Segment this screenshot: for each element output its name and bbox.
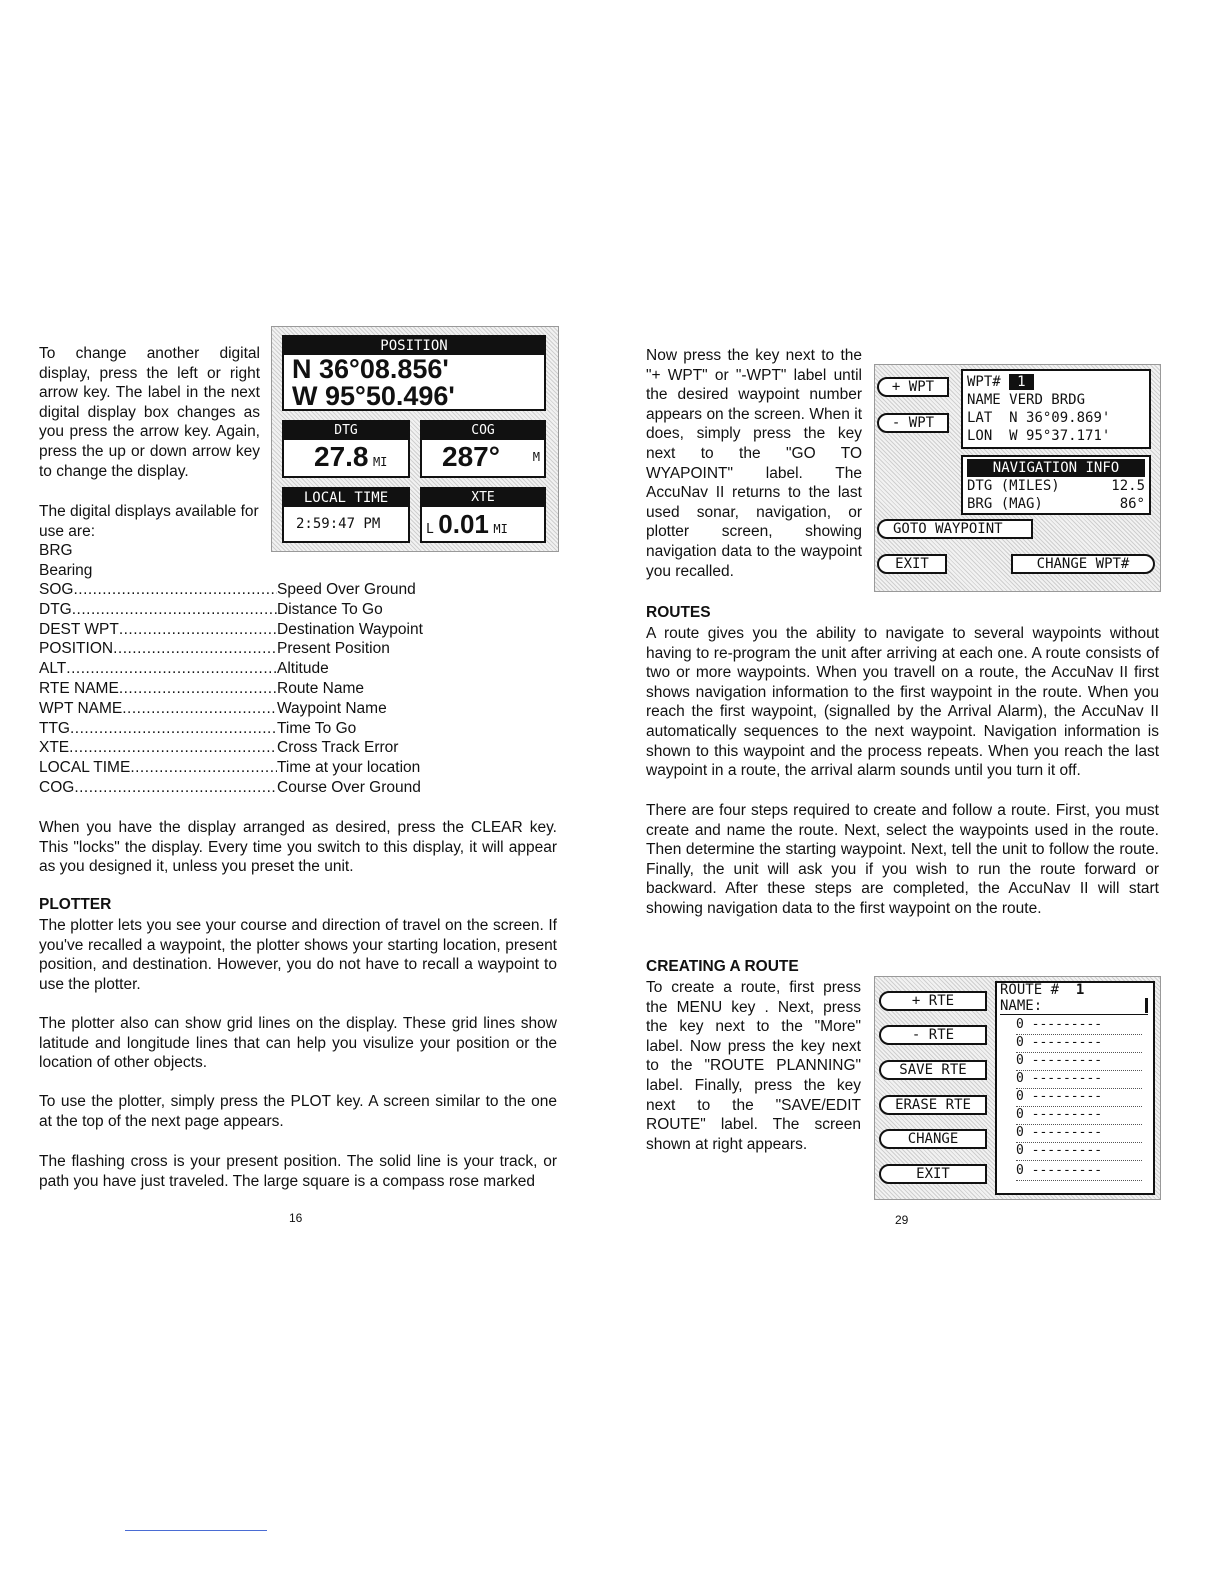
dtg-value: 27.8 [314, 441, 369, 472]
digital-display-screen [271, 326, 559, 552]
display-abbr: LOCAL TIME [39, 759, 131, 777]
now-press-paragraph: Now press the key next to the "+ WPT" or "-WPT" label until the desired waypoint number appears on the screen. When it does, simply press the key next to the "GO TO WYAPOINT" label. The AccuNav II returns to the last used sonar, navigation, or plotter screen, showing navigation data to the waypoint you recalled. [646, 347, 862, 580]
cog-unit: M [532, 450, 540, 464]
display-abbr: RTE NAME [39, 679, 119, 697]
available-displays-text: The digital displays available for use are: [39, 503, 259, 540]
cog-value: 287° [442, 441, 500, 472]
cog-box [420, 420, 546, 478]
route-waypoint-row[interactable]: 0 --------- [1016, 1071, 1142, 1089]
brg-abbr: BRG [39, 542, 73, 559]
xte-direction: L [426, 522, 434, 537]
plus-wpt-key[interactable]: + WPT [877, 377, 949, 397]
display-item [39, 699, 459, 719]
display-desc: Present Position [277, 640, 390, 658]
dtg-unit: MI [372, 455, 388, 469]
display-abbr: SOG [39, 581, 74, 598]
display-abbr: DEST WPT [39, 620, 119, 638]
erase-rte-key[interactable]: ERASE RTE [879, 1095, 987, 1115]
display-item [39, 600, 459, 620]
display-desc: Cross Track Error [277, 739, 399, 757]
route-label: ROUTE # [1000, 982, 1060, 998]
lat-label: LAT [967, 410, 993, 426]
change-key[interactable]: CHANGE [879, 1129, 987, 1149]
dtg-label: DTG [284, 422, 408, 440]
display-item [39, 719, 459, 739]
display-desc: Course Over Ground [277, 778, 421, 796]
route-name-line [1000, 998, 1148, 1015]
display-desc: Route Name [277, 679, 365, 697]
display-desc: Waypoint Name [277, 699, 387, 717]
display-desc: Time at your location [277, 759, 421, 777]
route-waypoint-row[interactable]: 0 --------- [1016, 1163, 1142, 1181]
plotter-paragraph-4: The flashing cross is your present position. The solid line is your track, or path you have just traveled. The large square is a compass rose marked [39, 1153, 557, 1190]
routes-paragraph-2: There are four steps required to create and follow a route. First, you must create and name the route. Next, select the waypoints used in the route. Then determine the starting waypoint. Next, tell the unit to follow the route. Finally, the unit will ask you if you wish to run the route forward or backward. After these steps are completed, the AccuNav II will start showing navigation data to the first waypoint on the route. [646, 802, 1159, 917]
local-time-value: 2:59:47 PM [296, 516, 381, 532]
display-item [39, 620, 459, 640]
display-abbr: ALT [39, 660, 67, 678]
brg-mag-label: BRG (MAG) [967, 496, 1043, 512]
display-abbr: COG [39, 778, 75, 796]
route-waypoint-row[interactable]: 0 --------- [1016, 1017, 1142, 1035]
exit-route-key[interactable]: EXIT [879, 1164, 987, 1184]
route-waypoint-row[interactable]: 0 --------- [1016, 1035, 1142, 1053]
plotter-paragraph-2: The plotter also can show grid lines on the display. These grid lines show latitude and longitude lines that can help you visulize your position or the location of other objects. [39, 1015, 557, 1072]
xte-value: 0.01 [438, 509, 489, 539]
plotter-heading: PLOTTER [39, 896, 112, 913]
display-item [39, 778, 459, 798]
display-desc: Altitude [277, 660, 329, 678]
navigation-info-box [961, 455, 1151, 515]
display-abbr: POSITION [39, 640, 114, 658]
display-item [39, 738, 459, 758]
display-list [39, 580, 459, 798]
exit-key[interactable]: EXIT [877, 554, 947, 574]
plotter-paragraph-1: The plotter lets you see your course and direction of travel on the screen. If you've recalled a waypoint, the plotter shows your starting location, present position, and destination. However, you do not have to recall a waypoint to use the plotter. [39, 917, 557, 993]
route-number: 1 [1075, 982, 1085, 998]
route-waypoint-row[interactable]: 0 --------- [1016, 1053, 1142, 1071]
route-name-label: NAME: [1000, 998, 1043, 1014]
dtg-box [282, 420, 410, 478]
goto-waypoint-key[interactable]: GOTO WAYPOINT [877, 519, 1033, 539]
wpt-number: 1 [1009, 374, 1033, 390]
position-label: POSITION [284, 337, 544, 355]
name-label: NAME [967, 392, 1001, 408]
position-box [282, 335, 546, 411]
routes-paragraph-1: A route gives you the ability to navigate to several waypoints without having to re-program the unit after arriving at each one. A route consists of two or more waypoints. When you travell on a route, the AccuNav II first shows navigation information to the first waypoint in the route. When you reach the first waypoint, (signalled by the Arrival Alarm), the AccuNav II automatically sequences to the next waypoint. Navigation information is shown to this waypoint and the process repeats. When you reach the last waypoint in a route, the arrival alarm sounds until you turn it off. [646, 625, 1159, 780]
display-abbr: XTE [39, 739, 70, 757]
lon-value: W 95°37.171' [1009, 428, 1111, 444]
cog-label: COG [422, 422, 544, 440]
navigation-info-label: NAVIGATION INFO [967, 459, 1145, 477]
page-number-right: 29 [895, 1213, 909, 1227]
display-item [39, 758, 459, 778]
display-abbr: WPT NAME [39, 699, 123, 717]
local-time-box [282, 487, 410, 543]
footnote-rule [125, 1530, 267, 1531]
display-desc: Destination Waypoint [277, 620, 423, 638]
xte-unit: MI [493, 522, 508, 536]
display-desc: Speed Over Ground [277, 581, 416, 598]
lon-label: LON [967, 428, 993, 444]
route-waypoint-row[interactable]: 0 --------- [1016, 1089, 1142, 1107]
lat-value: N 36°09.869' [1009, 410, 1111, 426]
creating-route-paragraph: To create a route, first press the MENU key . Next, press the key next to the "More" label. Now press the key next to the "ROUTE PLANNING" label. Finally, press the key next to the "SAVE/EDIT ROUTE" label. The screen shown at right appears. [646, 979, 861, 1153]
route-number-line [1000, 982, 1084, 998]
display-desc: Time To Go [277, 719, 357, 737]
display-item [39, 639, 459, 659]
waypoint-info-box [961, 369, 1151, 449]
plotter-paragraph-3: To use the plotter, simply press the PLOT key. A screen similar to the one at the top of the next page appears. [39, 1093, 557, 1130]
display-abbr: DTG [39, 600, 72, 618]
brg-desc: Bearing [39, 562, 93, 579]
plus-rte-key[interactable]: + RTE [879, 991, 987, 1011]
route-waypoint-row[interactable]: 0 --------- [1016, 1125, 1142, 1143]
clear-paragraph: When you have the display arranged as desired, press the CLEAR key. This "locks" the display. Every time you switch to this display, it will appear as you designed it, unless you preset the unit. [39, 819, 557, 876]
wpt-label: WPT# [967, 374, 1001, 390]
display-abbr: TTG [39, 719, 70, 737]
display-item [39, 580, 459, 600]
xte-label: XTE [422, 489, 544, 507]
display-desc: Distance To Go [277, 600, 383, 618]
name-value: VERD BRDG [1009, 392, 1086, 408]
cursor [1145, 998, 1148, 1013]
dtg-miles-value: 12.5 [1111, 478, 1145, 494]
route-waypoint-row[interactable]: 0 --------- [1016, 1107, 1142, 1125]
display-item [39, 659, 459, 679]
waypoint-screen [874, 364, 1161, 592]
dtg-miles-label: DTG (MILES) [967, 478, 1060, 494]
minus-rte-key[interactable]: - RTE [879, 1025, 987, 1045]
local-time-label: LOCAL TIME [284, 489, 408, 507]
latitude-value: N 36°08.856' [292, 354, 449, 384]
brg-mag-value: 86° [1119, 496, 1145, 512]
xte-box [420, 487, 546, 543]
longitude-value: W 95°50.496' [292, 381, 455, 411]
intro-paragraph: To change another digital display, press the left or right arrow key. The label in the next digital display box changes as you press the arrow key. Again, press the up or down arrow key to change the display. [39, 345, 260, 480]
display-item [39, 679, 459, 699]
routes-heading: ROUTES [646, 604, 711, 621]
change-wpt-key[interactable]: CHANGE WPT# [1011, 554, 1155, 574]
creating-route-heading: CREATING A ROUTE [646, 958, 799, 975]
route-waypoint-row[interactable]: 0 --------- [1016, 1143, 1142, 1161]
minus-wpt-key[interactable]: - WPT [877, 413, 949, 433]
save-rte-key[interactable]: SAVE RTE [879, 1060, 987, 1080]
page-number-left: 16 [289, 1211, 303, 1225]
